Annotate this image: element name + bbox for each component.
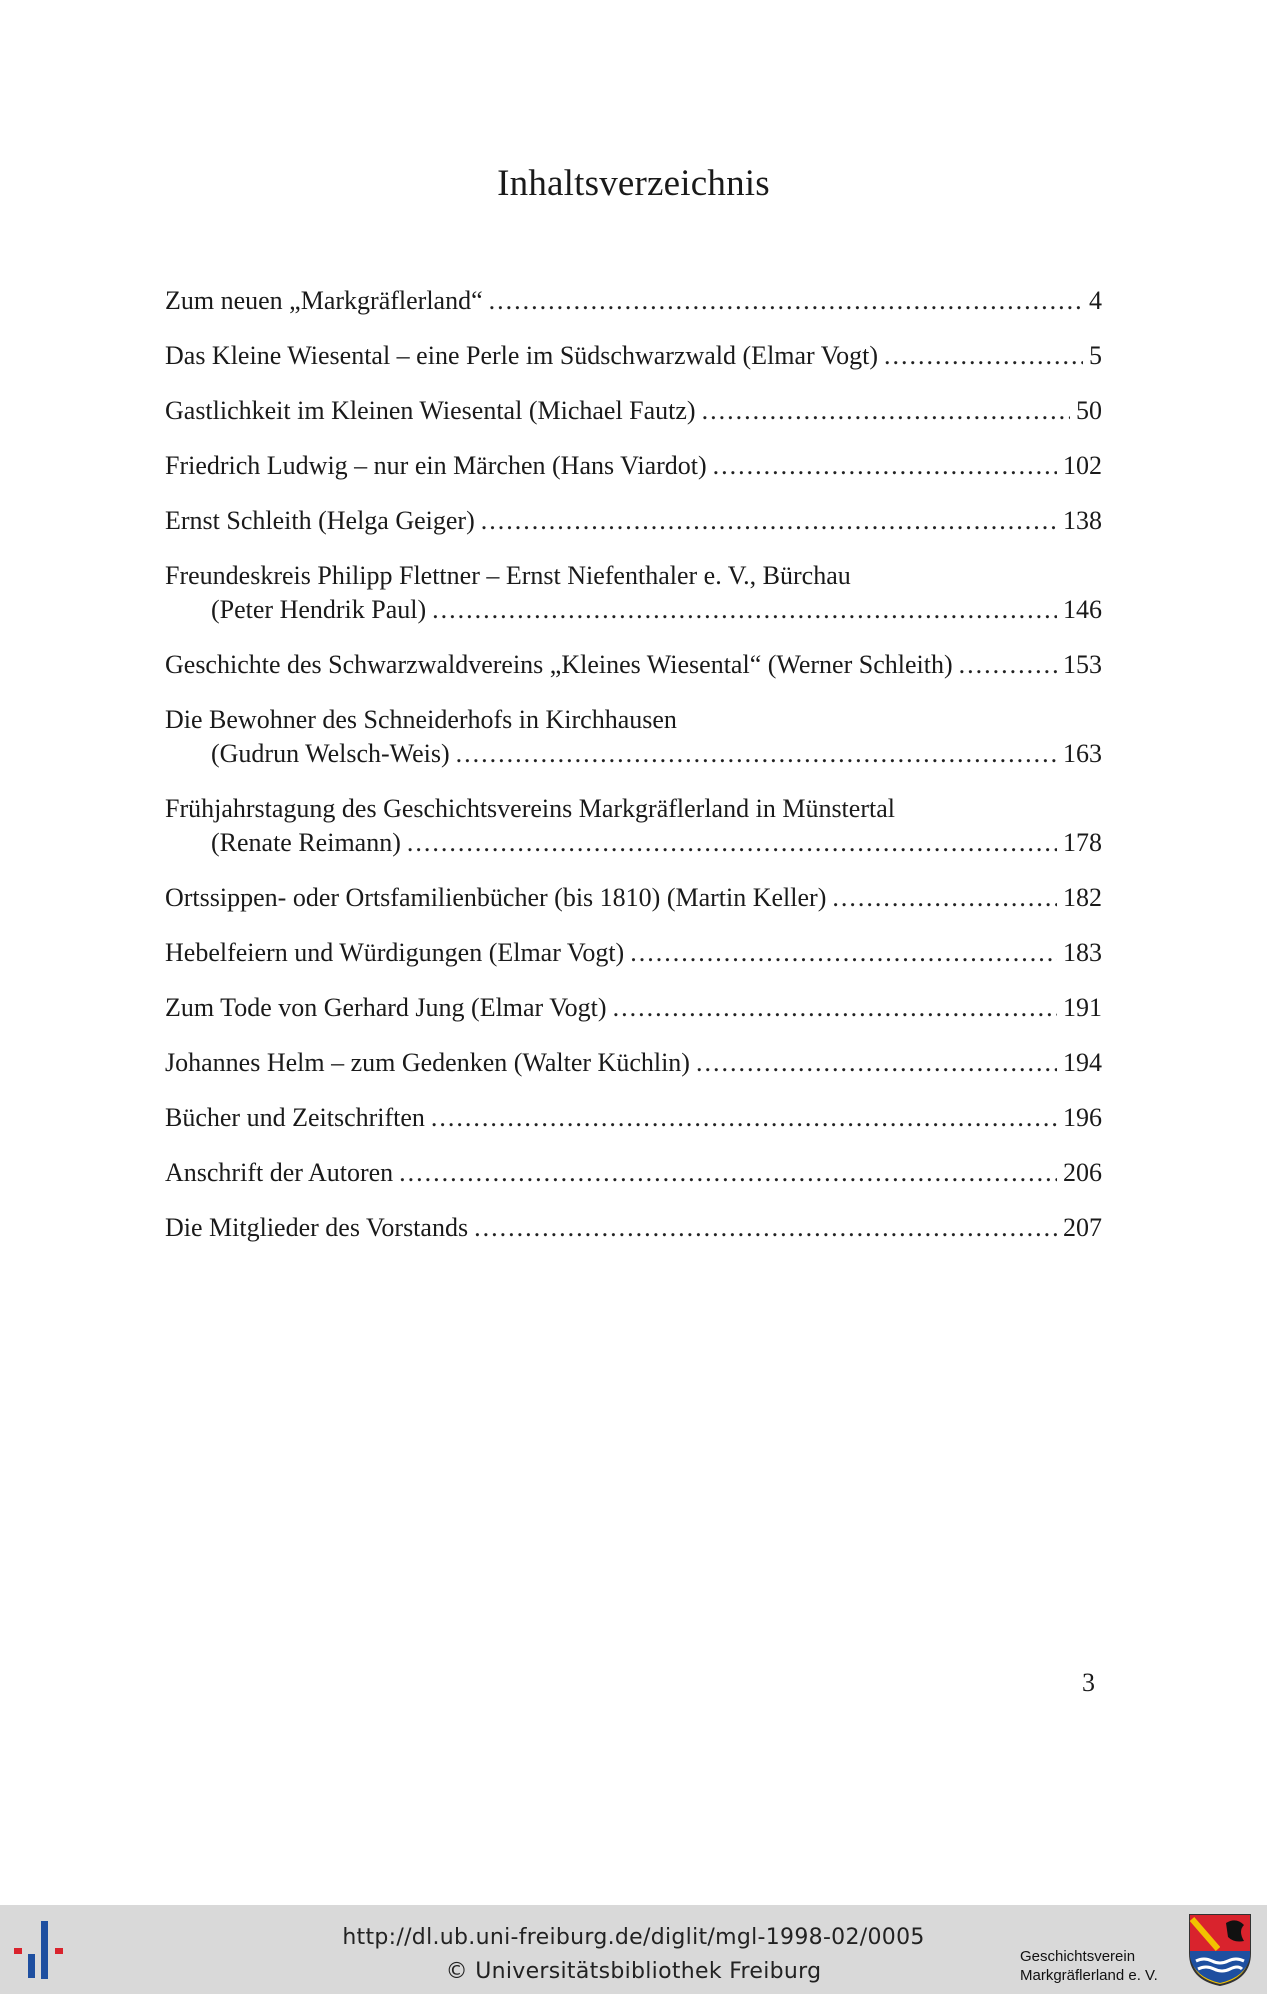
- toc-entry-page: 183: [1063, 938, 1102, 967]
- toc-entry-author: (Gudrun Welsch-Weis): [211, 739, 450, 768]
- dot-leader: [696, 1046, 1057, 1080]
- toc-entry-title: Anschrift der Autoren: [165, 1158, 394, 1187]
- toc-entry-page: 207: [1063, 1213, 1102, 1242]
- toc-entry-title: Geschichte des Schwarzwaldvereins „Kleines Wiesental“ (Werner Schleith): [165, 650, 953, 679]
- dot-leader: [713, 449, 1057, 483]
- dot-leader: [456, 737, 1057, 771]
- toc-entry-title: Das Kleine Wiesental – eine Perle im Südschwarzwald (Elmar Vogt): [165, 341, 879, 370]
- toc-entry: [165, 1156, 1102, 1190]
- dot-leader: [832, 881, 1057, 915]
- toc-entry-page: 102: [1063, 451, 1102, 480]
- toc-entry-page: 182: [1063, 883, 1102, 912]
- toc-entry-title-line1: Freundeskreis Philipp Flettner – Ernst Niefenthaler e. V., Bürchau: [165, 561, 851, 590]
- toc-entry-page: 191: [1063, 993, 1102, 1022]
- dot-leader: [431, 1101, 1057, 1135]
- source-url-link[interactable]: http://dl.ub.uni-freiburg.de/diglit/mgl-1998-02/0005: [342, 1925, 925, 1950]
- toc-entry-title: Johannes Helm – zum Gedenken (Walter Küchlin): [165, 1048, 690, 1077]
- toc-entry-title-line1: Frühjahrstagung des Geschichtsvereins Markgräflerland in Münstertal: [165, 794, 895, 823]
- toc-entry: [165, 449, 1102, 483]
- toc-entry-page: 163: [1063, 739, 1102, 768]
- toc-entry-page: 194: [1063, 1048, 1102, 1077]
- page-title: Inhaltsverzeichnis: [497, 163, 770, 204]
- toc-entry-author: (Renate Reimann): [211, 828, 401, 857]
- toc-entry: [165, 648, 1102, 682]
- toc-entry-page: 146: [1063, 595, 1102, 624]
- toc-entry-page: 5: [1089, 341, 1102, 370]
- dot-leader: [399, 1156, 1057, 1190]
- toc-entry-title: Zum neuen „Markgräflerland“: [165, 286, 483, 315]
- toc-entry-author: (Peter Hendrik Paul): [211, 595, 427, 624]
- dot-leader: [884, 339, 1083, 373]
- toc-entry: [165, 881, 1102, 915]
- toc-entry-title: Ernst Schleith (Helga Geiger): [165, 506, 475, 535]
- page-number: 3: [1082, 1668, 1095, 1697]
- toc-entry: [165, 703, 1102, 771]
- toc-entry-page: 178: [1063, 828, 1102, 857]
- toc-entry: [165, 394, 1102, 428]
- society-name-line1: Geschichtsverein: [1020, 1948, 1136, 1965]
- dot-leader: [630, 936, 1057, 970]
- toc-entry-title: Hebelfeiern und Würdigungen (Elmar Vogt): [165, 938, 625, 967]
- toc-entry: [165, 1211, 1102, 1245]
- society-name-line2: Markgräflerland e. V.: [1020, 1967, 1158, 1984]
- toc-entry: [165, 504, 1102, 538]
- dot-leader: [407, 826, 1057, 860]
- dot-leader: [489, 284, 1083, 318]
- dot-leader: [959, 648, 1057, 682]
- toc-entry-title: Ortssippen- oder Ortsfamilienbücher (bis 1810) (Martin Keller): [165, 883, 827, 912]
- society-name[interactable]: [1020, 1947, 1158, 1985]
- toc-entry: [165, 936, 1102, 970]
- dot-leader: [432, 593, 1057, 627]
- toc-entry-page: 50: [1076, 396, 1102, 425]
- dot-leader: [702, 394, 1070, 428]
- toc-entry-page: 206: [1063, 1158, 1102, 1187]
- toc-entry: [165, 559, 1102, 627]
- toc-entry-page: 153: [1063, 650, 1102, 679]
- toc-entry-page: 196: [1063, 1103, 1102, 1132]
- toc-entry: [165, 284, 1102, 318]
- toc-entry-title: Gastlichkeit im Kleinen Wiesental (Michael Fautz): [165, 396, 696, 425]
- table-of-contents: [165, 284, 1102, 1266]
- toc-entry: [165, 792, 1102, 860]
- toc-entry-page: 138: [1063, 506, 1102, 535]
- toc-entry-page: 4: [1089, 286, 1102, 315]
- markgraeflerland-crest-icon[interactable]: [1188, 1913, 1252, 1987]
- toc-entry-title-line1: Die Bewohner des Schneiderhofs in Kirchhausen: [165, 705, 677, 734]
- dot-leader: [481, 504, 1057, 538]
- copyright-text: © Universitätsbibliothek Freiburg: [445, 1959, 822, 1984]
- dot-leader: [474, 1211, 1057, 1245]
- toc-entry-title: Friedrich Ludwig – nur ein Märchen (Hans Viardot): [165, 451, 707, 480]
- toc-entry: [165, 1101, 1102, 1135]
- toc-entry: [165, 1046, 1102, 1080]
- viewer-footer: [0, 1905, 1267, 1994]
- toc-entry-title: Zum Tode von Gerhard Jung (Elmar Vogt): [165, 993, 607, 1022]
- toc-entry: [165, 991, 1102, 1025]
- dot-leader: [613, 991, 1057, 1025]
- toc-entry: [165, 339, 1102, 373]
- toc-entry-title: Die Mitglieder des Vorstands: [165, 1213, 469, 1242]
- toc-entry-title: Bücher und Zeitschriften: [165, 1103, 425, 1132]
